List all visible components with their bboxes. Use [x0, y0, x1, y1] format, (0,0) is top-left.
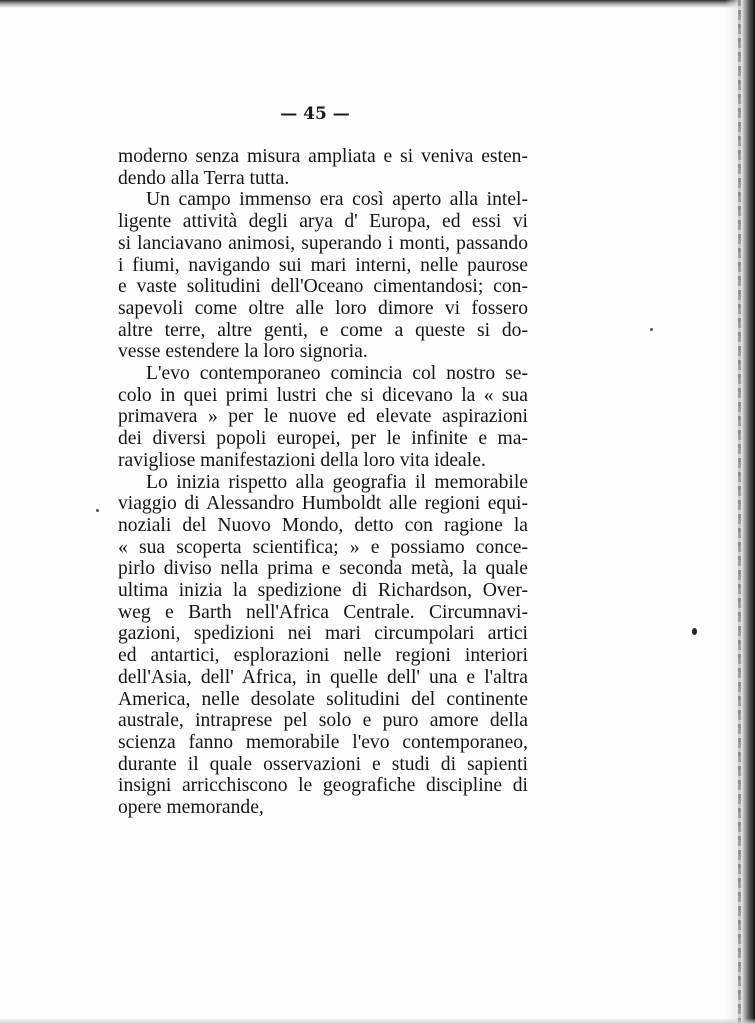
ink-speck	[96, 509, 99, 512]
text-line: dell'Asia, dell' Africa, in quelle dell' una e l'altra	[118, 666, 528, 688]
text-line: Lo inizia rispetto alla geografia il memorabile	[146, 471, 528, 493]
text-line: primavera » per le nuove ed elevate aspirazioni	[118, 406, 528, 428]
text-line: australe, intraprese pel solo e puro amore della	[118, 710, 528, 732]
text-line: opere memorande,	[118, 797, 264, 819]
text-line: pirlo diviso nella prima e seconda metà, la quale	[118, 558, 528, 580]
text-line: ligente attività degli arya d' Europa, ed essi vi	[118, 211, 528, 233]
text-line: noziali del Nuovo Mondo, detto con ragione la	[118, 514, 528, 536]
text-line: weg e Barth nell'Africa Centrale. Circumnavi-	[118, 601, 528, 623]
text-line: i fiumi, navigando sui mari interni, nelle paurose	[118, 254, 528, 276]
text-line: L'evo contemporaneo comincia col nostro se-	[146, 363, 528, 385]
text-line: ed antartici, esplorazioni nelle regioni interiori	[118, 645, 528, 667]
text-line: durante il quale osservazioni e studi di sapienti	[118, 753, 528, 775]
text-line: gazioni, spedizioni nei mari circumpolari artici	[118, 623, 528, 645]
text-line: Un campo immenso era così aperto alla intel-	[146, 189, 528, 211]
text-line: « sua scoperta scientifica; » e possiamo conce-	[118, 536, 528, 558]
text-line: America, nelle desolate solitudini del continente	[118, 688, 528, 710]
text-line: dei diversi popoli europei, per le infinite e ma-	[118, 428, 528, 450]
text-line: dendo alla Terra tutta.	[118, 167, 290, 189]
page-top-edge	[0, 0, 755, 8]
text-line: ultima inizia la spedizione di Richardson, Over-	[118, 580, 528, 602]
text-line: altre terre, altre genti, e come a queste si do-	[118, 319, 528, 341]
text-line: scienza fanno memorabile l'evo contemporaneo,	[118, 731, 528, 753]
page-bottom-edge	[0, 1018, 755, 1024]
text-line: moderno senza misura ampliata e si veniva esten-	[118, 146, 528, 167]
text-line: viaggio di Alessandro Humboldt alle regioni equi-	[118, 493, 528, 515]
binding-shadow	[738, 0, 741, 1024]
text-line: insigni arricchiscono le geografiche discipline di	[118, 775, 528, 797]
text-line: si lanciavano animosi, superando i monti, passando	[118, 232, 528, 254]
text-line: sapevoli come oltre alle loro dimore vi fossero	[118, 297, 528, 319]
text-line: vesse estendere la loro signoria.	[118, 341, 368, 363]
ink-speck	[650, 328, 653, 331]
text-line: e vaste solitudini dell'Oceano cimentandosi; con-	[118, 276, 528, 298]
ink-speck	[692, 628, 697, 635]
text-line: ravigliose manifestazioni della loro vita ideale.	[118, 449, 486, 471]
body-text	[118, 146, 528, 819]
page-number: — 45 —	[280, 104, 350, 124]
text-line: colo in quei primi lustri che si dicevano la « sua	[118, 384, 528, 406]
